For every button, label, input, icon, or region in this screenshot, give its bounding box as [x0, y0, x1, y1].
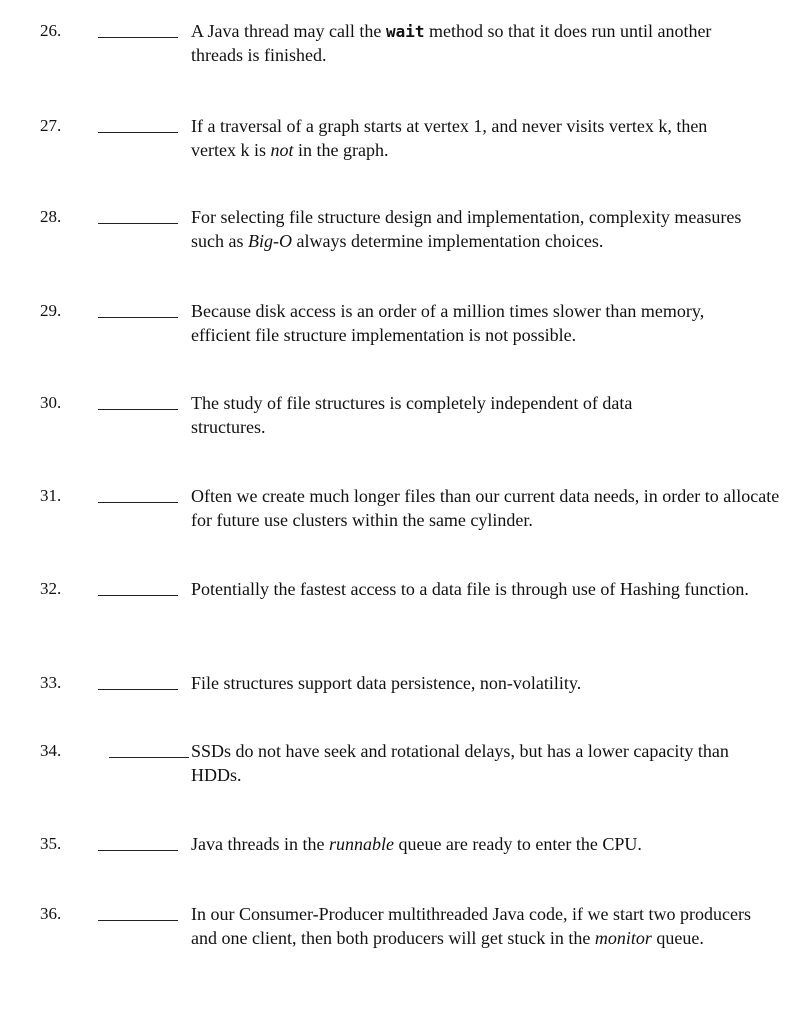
answer-blank[interactable] [98, 920, 178, 921]
question-text [191, 300, 751, 347]
question-text-segment: queue are ready to enter the CPU. [393, 834, 642, 854]
answer-blank[interactable] [98, 595, 178, 596]
question-number: 34. [40, 741, 62, 760]
answer-blank[interactable] [98, 37, 178, 38]
question-text [191, 740, 781, 787]
question-text-segment: In our Consumer-Producer multithreaded Java code, if we start two producers and one client, then both producers will get stuck in the [191, 904, 751, 948]
question-text [191, 672, 761, 696]
question-text-segment: SSDs do not have seek and rotational delays, but has a lower capacity than HDDs. [191, 741, 729, 785]
code-term: wait [385, 22, 425, 41]
question-text-segment: Because disk access is an order of a million times slower than memory, efficient file structure implementation is not possible. [191, 301, 705, 345]
question-text-segment: Java threads in the [191, 834, 329, 854]
question-text-segment: Often we create much longer files than our current data needs, in order to allocate for future use clusters within the same cylinder. [191, 486, 780, 530]
question-text [191, 115, 751, 162]
emphasized-term: not [270, 139, 294, 160]
answer-blank[interactable] [98, 689, 178, 690]
question-number: 33. [40, 673, 62, 692]
answer-blank[interactable] [98, 223, 178, 224]
answer-blank[interactable] [98, 317, 178, 318]
question-number: 27. [40, 116, 62, 135]
question-text [191, 578, 761, 602]
question-text [191, 833, 761, 857]
question-number: 32. [40, 579, 62, 598]
question-text-segment: A Java thread may call the [191, 21, 386, 41]
question-text-segment: For selecting file structure design and implementation, complexity measures such as [191, 207, 742, 251]
answer-blank[interactable] [98, 850, 178, 851]
question-number: 29. [40, 301, 62, 320]
question-number: 26. [40, 21, 62, 40]
question-number: 28. [40, 207, 62, 226]
question-text-segment: If a traversal of a graph starts at vertex 1, and never visits vertex k, then vertex k is [191, 116, 708, 160]
question-text [191, 20, 751, 67]
question-text-segment: method so that it does run until another threads is finished. [191, 21, 712, 65]
answer-blank[interactable] [109, 757, 189, 758]
question-text-segment: always determine implementation choices. [292, 230, 604, 251]
question-number: 35. [40, 834, 62, 853]
question-text [191, 392, 691, 439]
answer-blank[interactable] [98, 132, 178, 133]
answer-blank[interactable] [98, 502, 178, 503]
emphasized-term: Big-O [248, 230, 292, 251]
question-text-segment: The study of file structures is completely independent of data structures. [191, 393, 633, 437]
question-text [191, 485, 781, 532]
question-text [191, 206, 761, 253]
emphasized-term: monitor [594, 927, 652, 948]
question-number: 31. [40, 486, 62, 505]
question-number: 36. [40, 904, 62, 923]
question-text-segment: Potentially the fastest access to a data file is through use of Hashing function. [191, 579, 749, 599]
question-text [191, 903, 751, 950]
emphasized-term: runnable [328, 834, 394, 854]
question-text-segment: in the graph. [293, 139, 389, 160]
question-text-segment: queue. [651, 927, 704, 948]
question-text-segment: File structures support data persistence, non-volatility. [191, 673, 582, 693]
question-number: 30. [40, 393, 62, 412]
answer-blank[interactable] [98, 409, 178, 410]
